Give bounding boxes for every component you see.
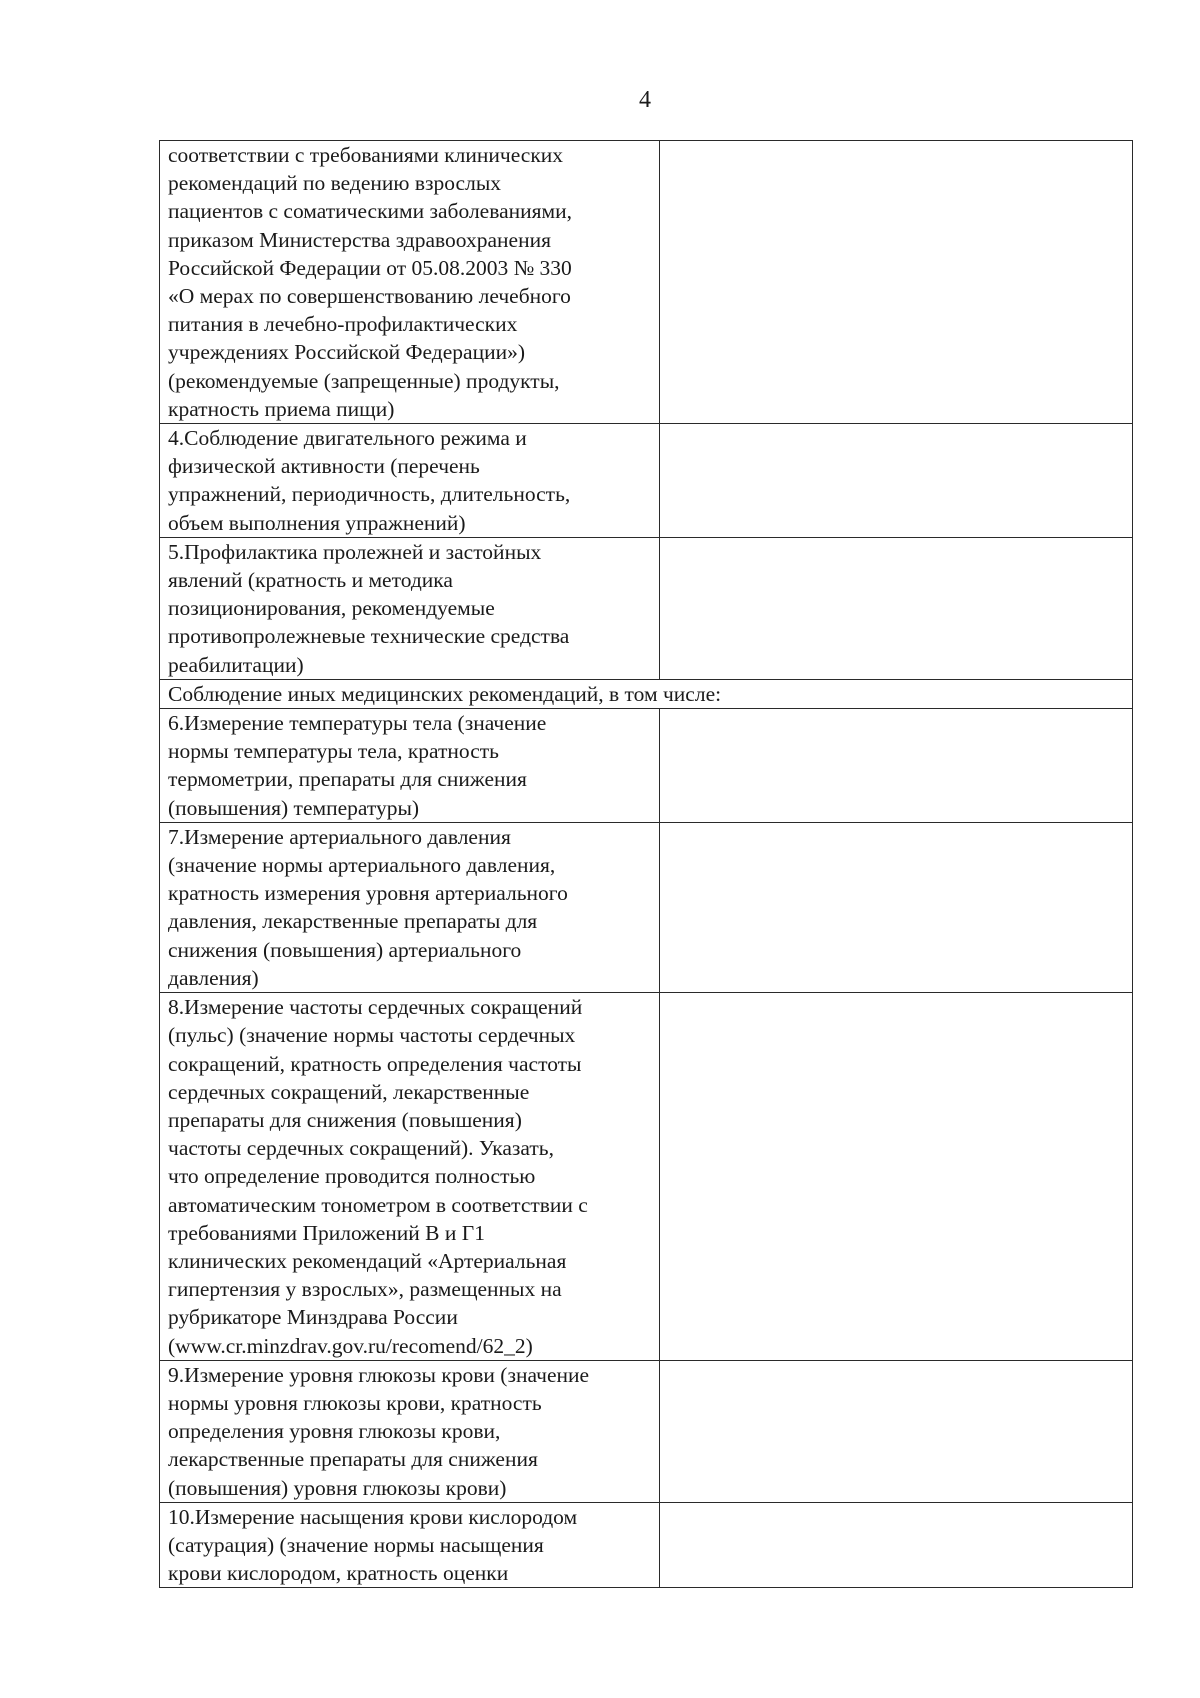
table-row — [160, 1502, 1133, 1588]
table-row — [160, 424, 1133, 538]
table-cell-value — [660, 709, 1133, 823]
table-cell-value — [660, 1360, 1133, 1502]
table-cell-description — [160, 822, 660, 992]
table-row — [160, 993, 1133, 1361]
row-text: 8.Измерение частоты сердечных сокращений (пульс) (значение нормы частоты сердечных сокращений, кратность определения частоты сердечных сокращений, лекарственные препараты для снижения (повышения) частоты сердечных сокращений). Указать, что определение проводится полностью автоматическим тонометром в соответствии с требованиями Приложений В и Г1 клинических рекомендаций «Артериальная гипертензия у взрослых», размещенных на рубрикаторе Минздрава России (www.cr.minzdrav.gov.ru/recomend/62_2) — [168, 995, 588, 1358]
row-text: соответствии с требованиями клинических рекомендаций по ведению взрослых пациентов с соматическими заболеваниями, приказом Министерства здравоохранения Российской Федерации от 05.08.2003 № 330 «О мерах по совершенствованию лечебного питания в лечебно-профилактических учреждениях Российской Федерации») (рекомендуемые (запрещенные) продукты, кратность приема пищи) — [168, 143, 573, 421]
table-row — [160, 537, 1133, 679]
row-text: 4.Соблюдение двигательного режима и физической активности (перечень упражнений, периодичность, длительность, объем выполнения упражнений) — [168, 426, 571, 535]
table-cell-description — [160, 1360, 660, 1502]
page-number: 4 — [639, 87, 651, 113]
row-text: 5.Профилактика пролежней и застойных явлений (кратность и методика позиционирования, рекомендуемые противопролежневые технические средства реабилитации) — [168, 539, 570, 677]
table-cell-value — [660, 822, 1133, 992]
table-row — [160, 1360, 1133, 1502]
row-text: 6.Измерение температуры тела (значение нормы температуры тела, кратность термометрии, препараты для снижения (повышения) температуры) — [168, 711, 547, 820]
table-section-row — [160, 679, 1133, 708]
table-cell-value — [660, 424, 1133, 538]
table-cell-description — [160, 709, 660, 823]
table-cell-value — [660, 141, 1133, 424]
recommendations-table — [159, 140, 1133, 1588]
row-text: 7.Измерение артериального давления (значение нормы артериального давления, кратность измерения уровня артериального давления, лекарственные препараты для снижения (повышения) артериального давления) — [168, 824, 568, 990]
table-row — [160, 822, 1133, 992]
table-cell-value — [660, 993, 1133, 1361]
table-cell-description — [160, 141, 660, 424]
section-header: Соблюдение иных медицинских рекомендаций, в том числе: — [160, 679, 1133, 708]
row-text: 9.Измерение уровня глюкозы крови (значение нормы уровня глюкозы крови, кратность определения уровня глюкозы крови, лекарственные препараты для снижения (повышения) уровня глюкозы крови) — [168, 1362, 590, 1500]
table-cell-description — [160, 424, 660, 538]
table-row — [160, 709, 1133, 823]
table-cell-value — [660, 537, 1133, 679]
table-cell-description — [160, 537, 660, 679]
table-cell-value — [660, 1502, 1133, 1588]
table-cell-description — [160, 993, 660, 1361]
row-text: 10.Измерение насыщения крови кислородом (сатурация) (значение нормы насыщения крови кислородом, кратность оценки — [168, 1504, 578, 1586]
table-row — [160, 141, 1133, 424]
table-cell-description — [160, 1502, 660, 1588]
